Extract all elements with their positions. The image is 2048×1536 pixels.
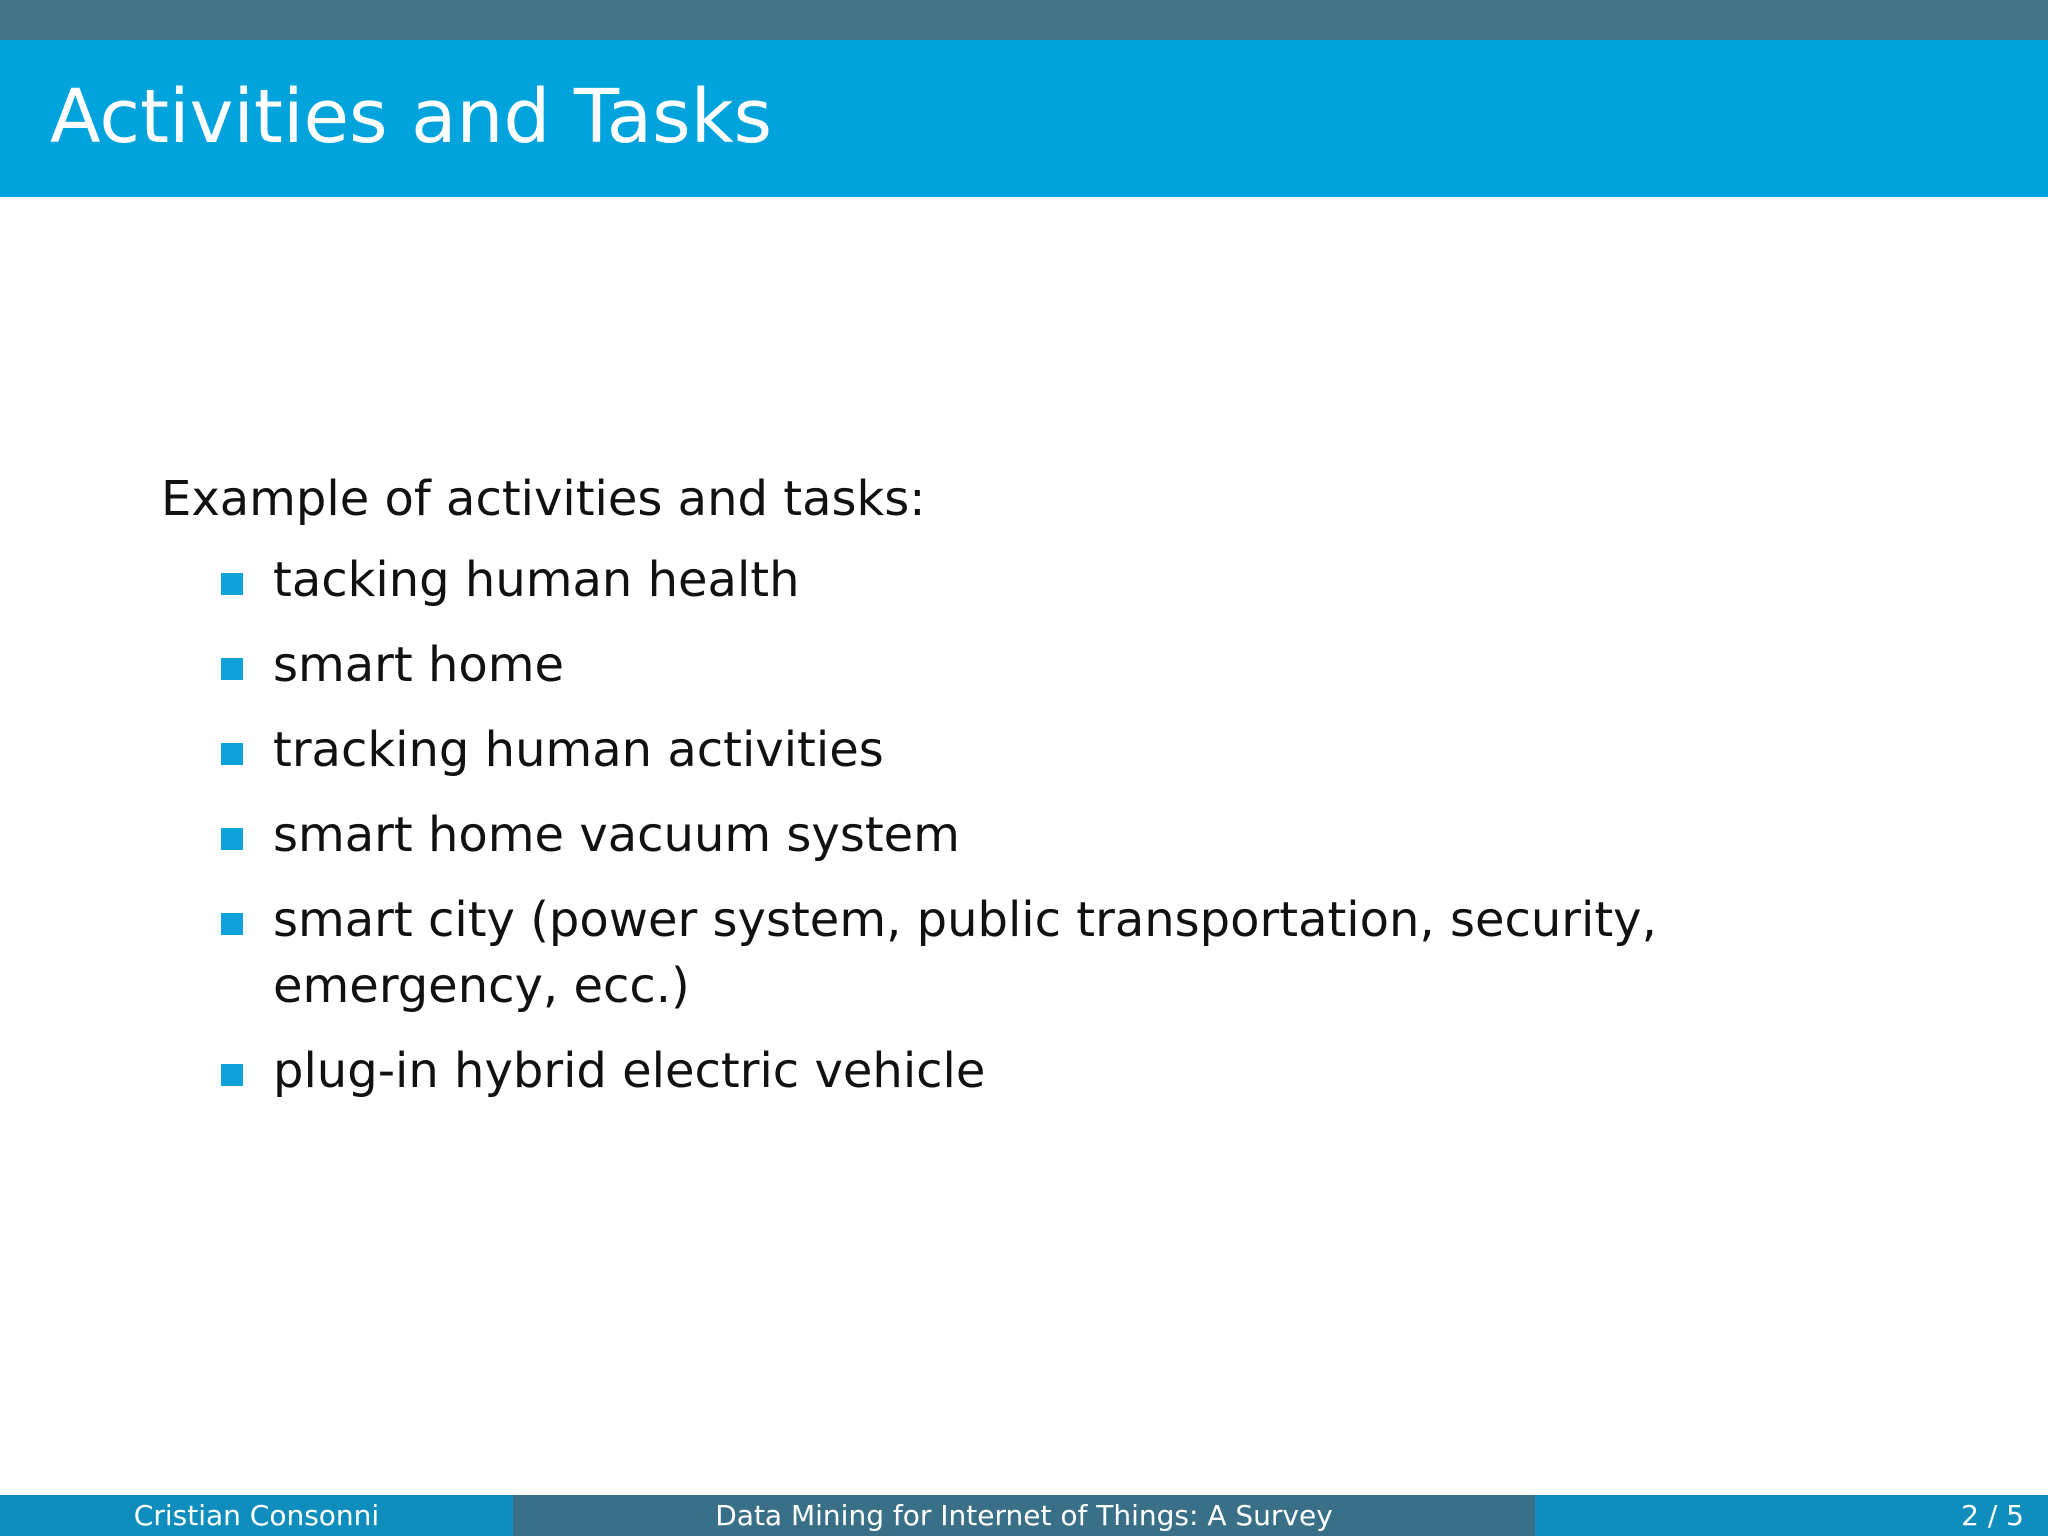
- footer-page-number: 2 / 5: [1535, 1495, 2048, 1536]
- list-item-text: smart city (power system, public transportation, security, emergency, ecc.): [273, 892, 1657, 1014]
- header-top-strip: [0, 0, 2048, 40]
- list-item: [273, 1038, 1921, 1104]
- square-bullet-icon: [221, 828, 243, 850]
- list-item: [273, 632, 1921, 698]
- square-bullet-icon: [221, 573, 243, 595]
- square-bullet-icon: [221, 913, 243, 935]
- list-item-text: tacking human health: [273, 552, 800, 608]
- intro-text: Example of activities and tasks:: [161, 471, 926, 527]
- list-item: [273, 802, 1921, 868]
- footer: [0, 1495, 2048, 1536]
- square-bullet-icon: [221, 743, 243, 765]
- slide-title: Activities and Tasks: [50, 74, 773, 160]
- footer-author: Cristian Consonni: [0, 1495, 513, 1536]
- list-item-text: smart home: [273, 637, 565, 693]
- list-item: [273, 547, 1921, 613]
- footer-presentation-title: Data Mining for Internet of Things: A Survey: [513, 1495, 1535, 1536]
- slide-content: [161, 463, 1921, 1123]
- bullet-list: [161, 547, 1921, 1104]
- list-item: [273, 717, 1921, 783]
- square-bullet-icon: [221, 1064, 243, 1086]
- list-item-text: smart home vacuum system: [273, 807, 960, 863]
- list-item-text: plug-in hybrid electric vehicle: [273, 1043, 986, 1099]
- list-item: [273, 887, 1921, 1019]
- list-item-text: tracking human activities: [273, 722, 884, 778]
- square-bullet-icon: [221, 658, 243, 680]
